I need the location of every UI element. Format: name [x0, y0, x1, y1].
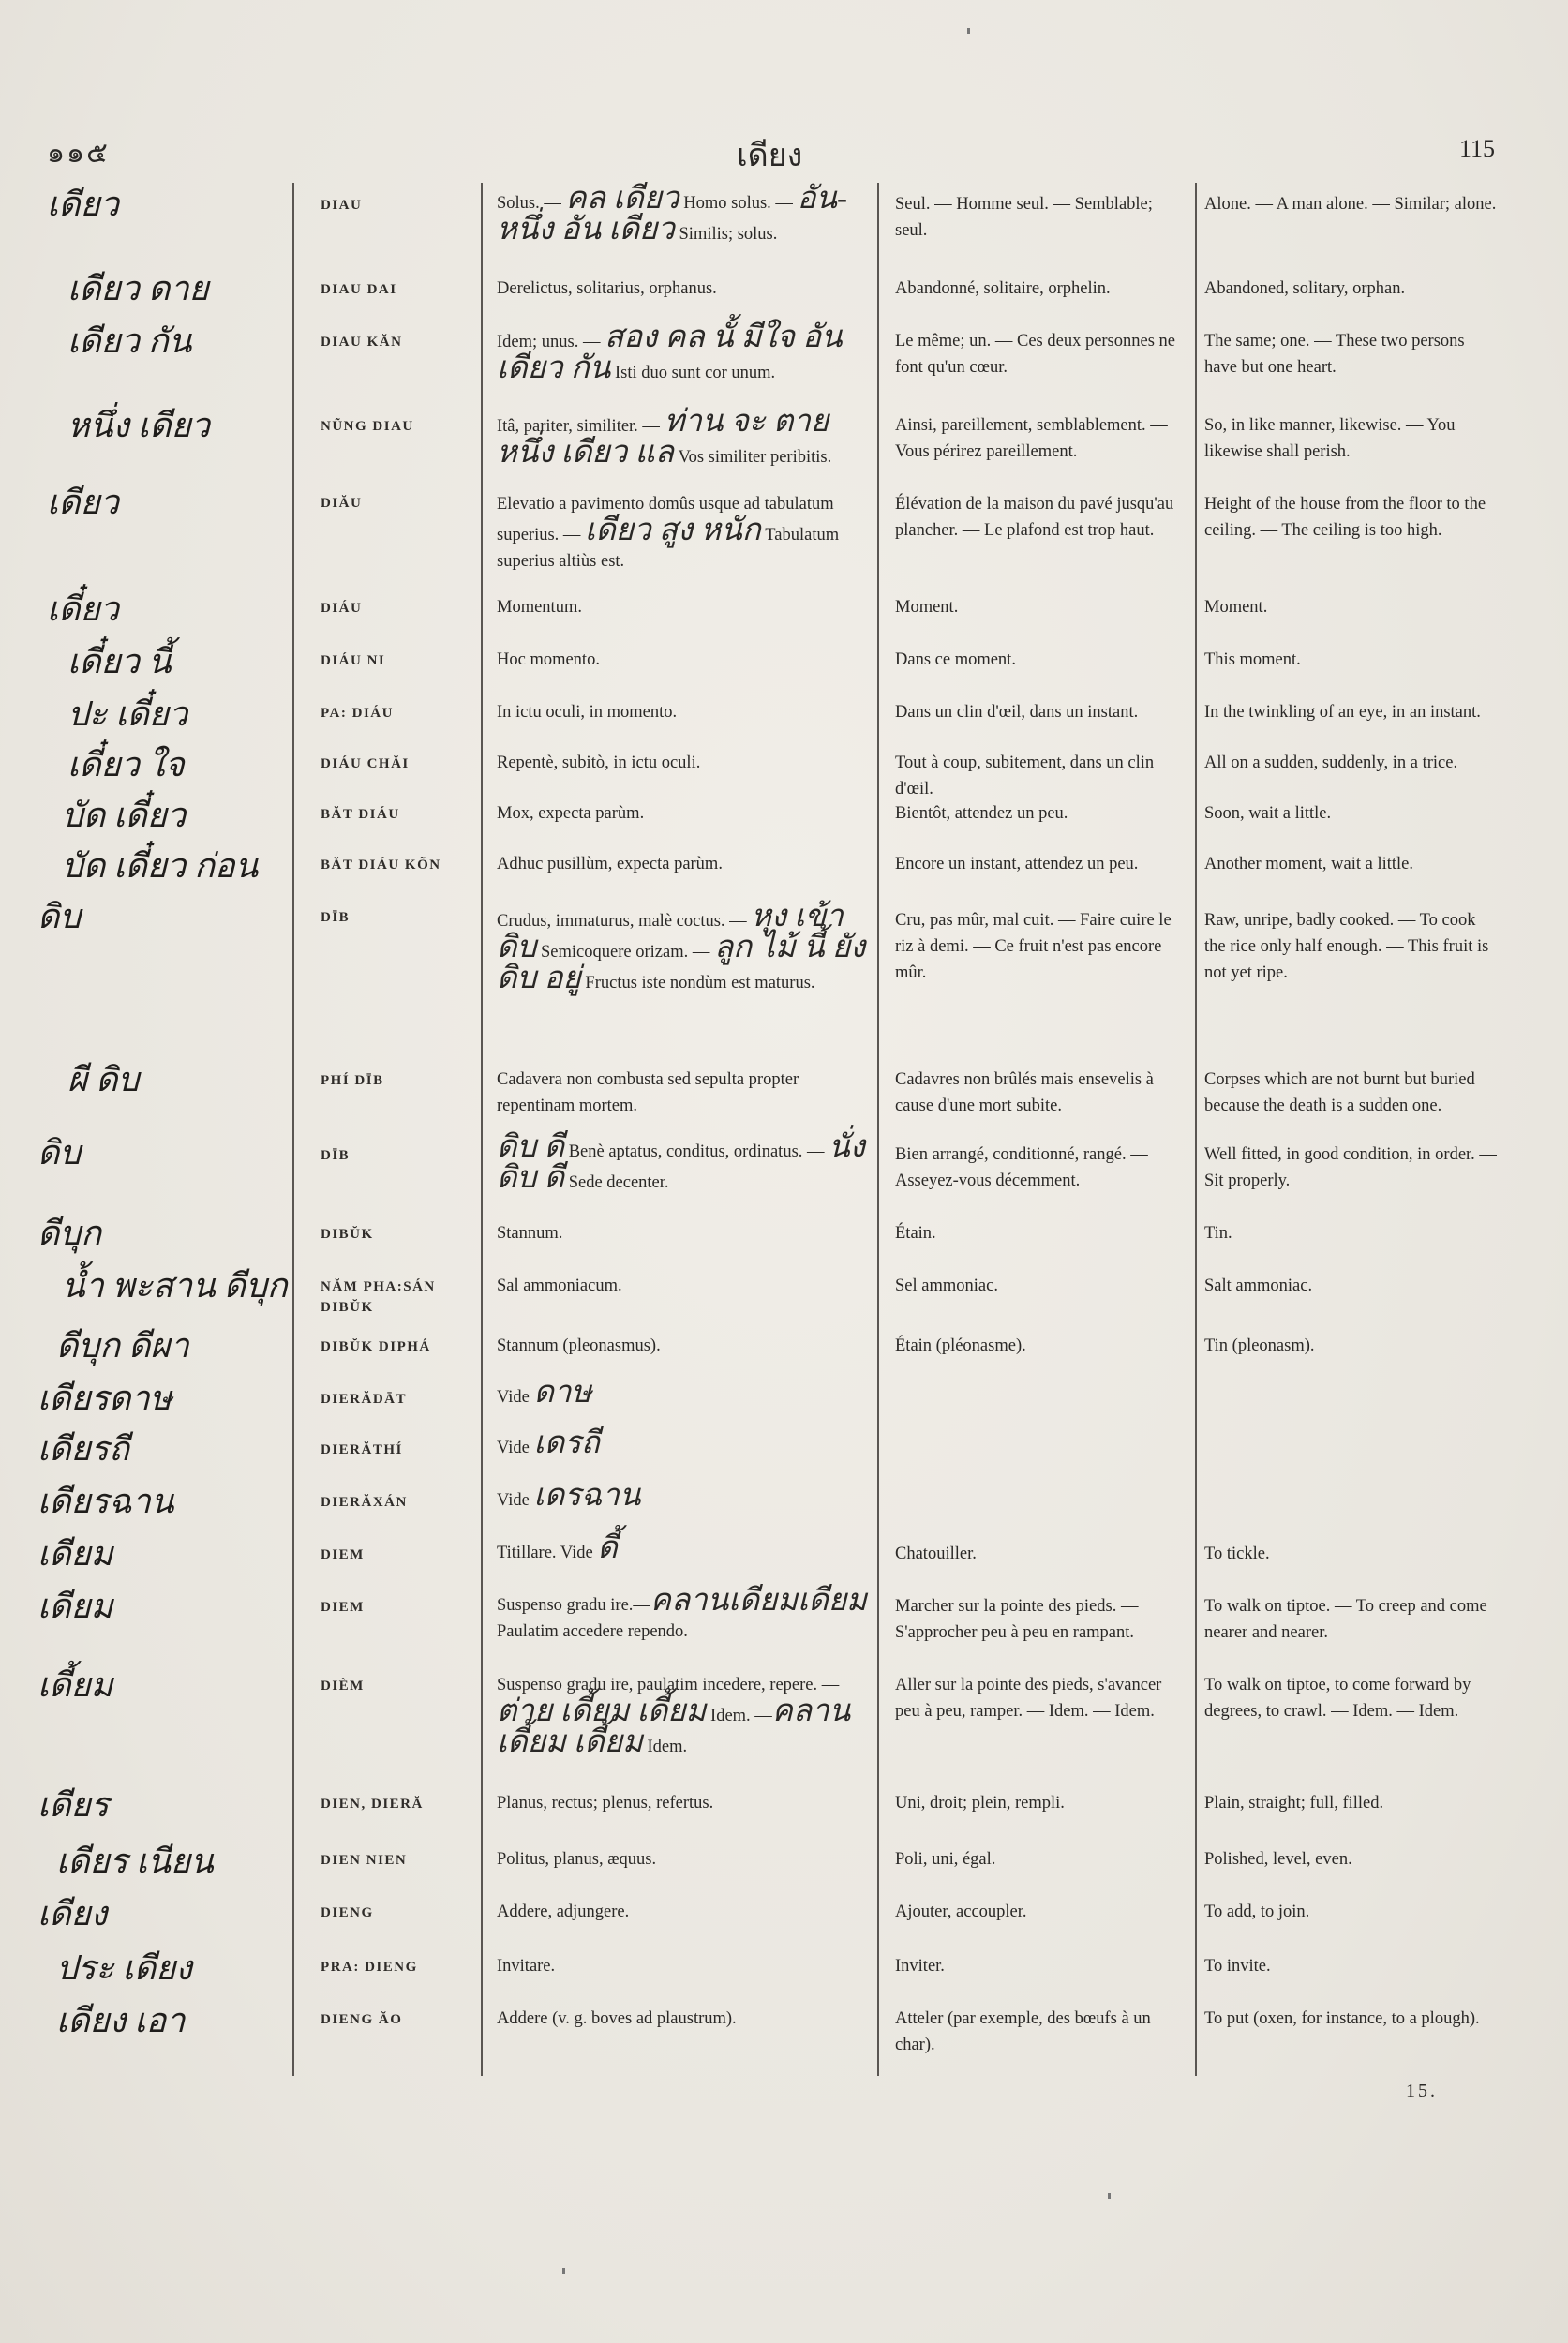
romanization: DIAU KĂN [321, 335, 403, 350]
latin-definition: Mox, expecta parùm. [497, 804, 645, 823]
romanization: DĪB [321, 910, 351, 925]
french-definition: Encore un instant, attendez un peu. [895, 855, 1139, 873]
french-definition: Inviter. [895, 1957, 945, 1976]
english-definition: Corpses which are not burnt but buried because the death is a sudden one. [1204, 1070, 1475, 1115]
french-definition: Marcher sur la pointe des pieds. — S'approcher peu à peu en rampant. [895, 1597, 1139, 1642]
thai-headword: ปะ เดี๋ยว [67, 695, 188, 733]
latin-definition: ดิบ ดี Benè aptatus, conditus, ordinatus. — นั่ง ดิบ ดี Sede decenter. [497, 1130, 865, 1195]
signature-mark: 15. [1406, 2081, 1438, 2101]
french-definition: Étain. [895, 1224, 936, 1243]
english-definition: In the twinkling of an eye, in an instant. [1204, 703, 1481, 722]
romanization: DIERĂTHÍ [321, 1442, 403, 1457]
english-definition: Tin. [1204, 1224, 1232, 1243]
french-definition: Uni, droit; plein, rempli. [895, 1794, 1065, 1813]
french-definition: Atteler (par exemple, des bœufs à un char). [895, 2009, 1151, 2054]
thai-headword: น้ำ พะสาน ดีบุก [62, 1267, 288, 1305]
latin-definition: Suspenso gradu ire, paulatim incedere, repere. —ต่าย เดี้ยม เดี้ยม Idem. —คลาน เดี้ยม เดี้ยม Idem. [497, 1676, 851, 1759]
french-definition: Tout à coup, subitement, dans un clin d'œil. [895, 754, 1155, 798]
thai-headword: เดียรถี [37, 1430, 129, 1468]
latin-definition: Politus, planus, æquus. [497, 1850, 657, 1869]
romanization: DIEN NIEN [321, 1853, 408, 1868]
french-definition: Le même; un. — Ces deux personnes ne font qu'un cœur. [895, 332, 1176, 377]
thai-headword: เดี๋ยว นี้ [67, 643, 172, 680]
thai-headword: เดียร [37, 1786, 110, 1824]
thai-headword: เดียรฉาน [37, 1483, 174, 1520]
latin-definition: Elevatio a pavimento domûs usque ad tabulatum superius. — เดียว สูง หนัก Tabulatum superius altiùs est. [497, 495, 840, 571]
latin-definition: Cadavera non combusta sed sepulta propter repentinam mortem. [497, 1070, 799, 1115]
latin-definition: Planus, rectus; plenus, refertus. [497, 1794, 714, 1813]
french-definition: Élévation de la maison du pavé jusqu'au plancher. — Le plafond est trop haut. [895, 495, 1174, 540]
column-divider [292, 183, 294, 2076]
english-definition: Moment. [1204, 598, 1268, 617]
french-definition: Étain (pléonasme). [895, 1336, 1026, 1355]
latin-definition: Invitare. [497, 1957, 556, 1976]
thai-headword: เดี้ยม [37, 1666, 113, 1704]
romanization: PA: DIÁU [321, 706, 394, 721]
english-definition: To invite. [1204, 1957, 1271, 1976]
latin-definition: Adhuc pusillùm, expecta parùm. [497, 855, 723, 873]
french-definition: Poli, uni, égal. [895, 1850, 996, 1869]
french-definition: Cadavres non brûlés mais ensevelis à cause d'une mort subite. [895, 1070, 1154, 1115]
thai-headword: เดียม [37, 1535, 113, 1573]
latin-definition: Vide เดรถี [497, 1426, 600, 1460]
column-divider [481, 183, 483, 2076]
latin-definition: Solus. — คล เดียว Homo solus. — อัน-หนึ่ง อัน เดียว Similis; solus. [497, 182, 847, 246]
english-definition: Well fitted, in good condition, in order. — Sit properly. [1204, 1145, 1497, 1190]
latin-definition: In ictu oculi, in momento. [497, 703, 678, 722]
thai-headword: เดียว [47, 484, 119, 521]
romanization: DIENG ĂO [321, 2012, 403, 2027]
column-divider [1195, 183, 1197, 2076]
thai-headword: บัด เดี๋ยว [62, 797, 187, 834]
english-definition: Another moment, wait a little. [1204, 855, 1413, 873]
english-definition: Polished, level, even. [1204, 1850, 1352, 1869]
romanization: BĂT DIÁU KÕN [321, 858, 441, 873]
latin-definition: Stannum. [497, 1224, 563, 1243]
page-number-thai: ๑๑๕ [47, 138, 110, 169]
thai-headword: เดียรดาษ [37, 1380, 172, 1417]
romanization: DIERĂDĀT [321, 1392, 408, 1407]
english-definition: Tin (pleonasm). [1204, 1336, 1315, 1355]
romanization: DĪB [321, 1148, 351, 1163]
romanization: DIEN, DIERĂ [321, 1797, 424, 1812]
thai-headword: เดียง [37, 1895, 108, 1933]
thai-headword: ผี ดิบ [67, 1061, 140, 1098]
english-definition: Height of the house from the floor to the ceiling. — The ceiling is too high. [1204, 495, 1486, 540]
english-definition: Abandoned, solitary, orphan. [1204, 279, 1406, 298]
english-definition: To tickle. [1204, 1545, 1270, 1563]
romanization: DIĂU [321, 496, 363, 511]
romanization: DIERĂXÁN [321, 1495, 408, 1510]
french-definition: Chatouiller. [895, 1545, 977, 1563]
romanization: DIBŬK DIPHÁ [321, 1339, 431, 1354]
english-definition: Salt ammoniac. [1204, 1276, 1313, 1295]
english-definition: Raw, unripe, badly cooked. — To cook the rice only half enough. — This fruit is not yet ripe. [1204, 911, 1489, 982]
latin-definition: Derelictus, solitarius, orphanus. [497, 279, 717, 298]
english-definition: This moment. [1204, 650, 1301, 669]
thai-headword: เดี๋ยว ใจ [67, 746, 185, 783]
romanization: DIAU DAI [321, 282, 397, 297]
romanization: DIÁU NI [321, 653, 386, 668]
romanization: NĂM PHA:SÁN DIBŬK [321, 1279, 436, 1315]
latin-definition: Suspenso gradu ire.—คลานเดียมเดียม Paulatim accedere rependo. [497, 1584, 867, 1641]
thai-headword: ประ เดียง [56, 1949, 192, 1987]
speck [1108, 2193, 1111, 2199]
thai-headword: ดีบุก [37, 1215, 102, 1252]
french-definition: Cru, pas mûr, mal cuit. — Faire cuire le riz à demi. — Ce fruit n'est pas encore mûr. [895, 911, 1172, 982]
thai-headword: บัด เดี๋ยว ก่อน [62, 847, 259, 885]
thai-headword: เดียว [47, 186, 119, 223]
english-definition: To walk on tiptoe, to come forward by degrees, to crawl. — Idem. — Idem. [1204, 1676, 1471, 1721]
column-divider [877, 183, 879, 2076]
latin-definition: Stannum (pleonasmus). [497, 1336, 661, 1355]
latin-definition: Sal ammoniacum. [497, 1276, 622, 1295]
french-definition: Sel ammoniac. [895, 1276, 998, 1295]
french-definition: Seul. — Homme seul. — Semblable; seul. [895, 195, 1153, 240]
latin-definition: Addere (v. g. boves ad plaustrum). [497, 2009, 737, 2028]
french-definition: Bientôt, attendez un peu. [895, 804, 1068, 823]
french-definition: Moment. [895, 598, 959, 617]
thai-headword: เดียร เนียน [56, 1843, 214, 1880]
romanization: DIÁU [321, 601, 363, 616]
romanization: DIEM [321, 1600, 365, 1615]
romanization: DIÁU CHĂI [321, 756, 410, 771]
latin-definition: Vide ดาษ [497, 1376, 592, 1410]
speck [967, 28, 970, 34]
thai-headword: เดียว ดาย [67, 270, 209, 307]
romanization: DIEM [321, 1547, 365, 1562]
latin-definition: Addere, adjungere. [497, 1903, 630, 1921]
thai-headword: เดี๋ยว [47, 590, 119, 628]
latin-definition: Hoc momento. [497, 650, 600, 669]
french-definition: Aller sur la pointe des pieds, s'avancer peu à peu, ramper. — Idem. — Idem. [895, 1676, 1162, 1721]
latin-definition: Titillare. Vide ดี้ [497, 1531, 618, 1565]
romanization: DIÈM [321, 1679, 365, 1694]
french-definition: Ainsi, pareillement, semblablement. — Vous périrez pareillement. [895, 416, 1168, 461]
french-definition: Dans ce moment. [895, 650, 1016, 669]
romanization: DIBŬK [321, 1227, 374, 1242]
romanization: DIAU [321, 198, 363, 213]
thai-headword: ดิบ [37, 898, 82, 935]
english-definition: Soon, wait a little. [1204, 804, 1332, 823]
thai-headword: เดียม [37, 1588, 113, 1625]
latin-definition: Idem; unus. — สอง คล นั้ มีใจ อัน เดียว กัน Isti duo sunt cor unum. [497, 321, 843, 385]
romanization: NŨNG DIAU [321, 419, 414, 434]
latin-definition: Repentè, subitò, in ictu oculi. [497, 754, 701, 772]
english-definition: Plain, straight; full, filled. [1204, 1794, 1384, 1813]
latin-definition: Itâ, pariter, similiter. — ท่าน จะ ตาย หนึ่ง เดียว แล Vos similiter peribitis. [497, 405, 832, 470]
english-definition: To walk on tiptoe. — To creep and come nearer and nearer. [1204, 1597, 1487, 1642]
french-definition: Bien arrangé, conditionné, rangé. — Asseyez-vous décemment. [895, 1145, 1148, 1190]
romanization: PRA: DIENG [321, 1960, 418, 1975]
english-definition: To put (oxen, for instance, to a plough). [1204, 2009, 1480, 2028]
thai-headword: เดียง เอา [56, 2002, 186, 2039]
latin-definition: Momentum. [497, 598, 582, 617]
english-definition: The same; one. — These two persons have but one heart. [1204, 332, 1465, 377]
romanization: BĂT DIÁU [321, 807, 400, 822]
english-definition: All on a sudden, suddenly, in a trice. [1204, 754, 1458, 772]
speck [562, 2268, 565, 2274]
thai-headword: หนึ่ง เดียว [67, 407, 210, 444]
latin-definition: Crudus, immaturus, malè coctus. — หุง เข้า ดิบ Semicoquere orizam. — ลูก ไม้ นี้ ยัง ดิบ อยู่ Fructus iste nondùm est maturus. [497, 900, 866, 995]
latin-definition: Vide เดรฉาน [497, 1479, 641, 1513]
thai-headword: ดิบ [37, 1134, 82, 1172]
english-definition: So, in like manner, likewise. — You likewise shall perish. [1204, 416, 1456, 461]
french-definition: Ajouter, accoupler. [895, 1903, 1027, 1921]
romanization: DIENG [321, 1905, 374, 1920]
page-header [0, 131, 1568, 173]
english-definition: To add, to join. [1204, 1903, 1310, 1921]
english-definition: Alone. — A man alone. — Similar; alone. [1204, 195, 1497, 214]
running-headword: เดียง [737, 139, 803, 173]
romanization: PHÍ DĪB [321, 1073, 384, 1088]
french-definition: Abandonné, solitaire, orphelin. [895, 279, 1111, 298]
thai-headword: เดียว กัน [67, 322, 192, 360]
french-definition: Dans un clin d'œil, dans un instant. [895, 703, 1139, 722]
thai-headword: ดีบุก ดีผา [56, 1327, 189, 1365]
page-number: 115 [1458, 135, 1495, 162]
